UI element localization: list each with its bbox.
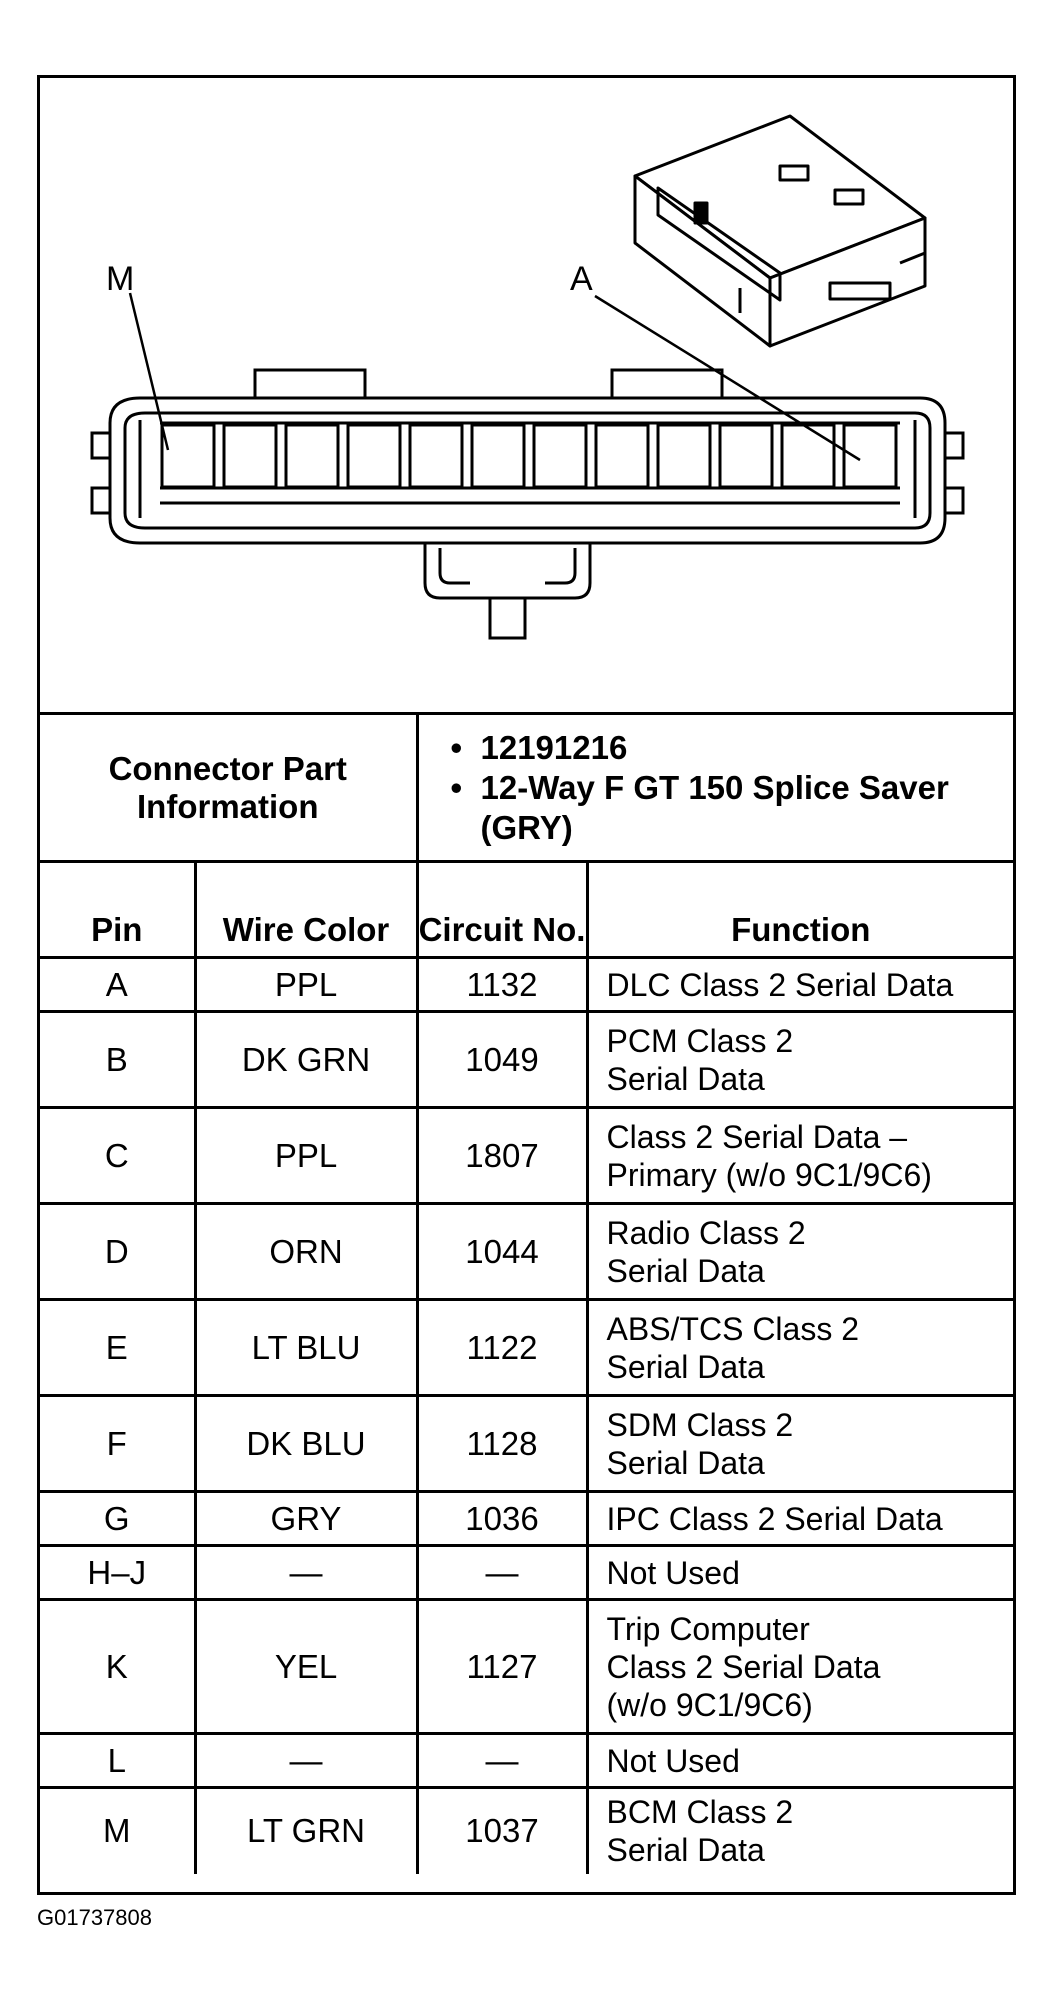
- function-cell: Not Used: [587, 1546, 1013, 1600]
- connector-end-view: [92, 370, 963, 638]
- circuit-cell: 1122: [417, 1300, 587, 1396]
- pin-cell: G: [40, 1492, 195, 1546]
- connector-part-info-label: [40, 714, 417, 862]
- connector-figure-frame: [37, 75, 1016, 1895]
- pin-m-label: M: [106, 260, 135, 298]
- pin-cell: C: [40, 1108, 195, 1204]
- table-row: [40, 1600, 1013, 1734]
- pin-cell: K: [40, 1600, 195, 1734]
- table-row: [40, 958, 1013, 1012]
- function-cell: DLC Class 2 Serial Data: [587, 958, 1013, 1012]
- figure-id: G01737808: [37, 1905, 152, 1930]
- function-cell: SDM Class 2 Serial Data: [587, 1396, 1013, 1492]
- table-row: [40, 1546, 1013, 1600]
- header-row: [40, 862, 1013, 958]
- wire-color-cell: DK BLU: [195, 1396, 417, 1492]
- connector-info-row: [40, 714, 1013, 862]
- wire-color-cell: PPL: [195, 1108, 417, 1204]
- table-row: [40, 1734, 1013, 1788]
- wire-color-cell: LT GRN: [195, 1788, 417, 1874]
- table-row: [40, 1396, 1013, 1492]
- pin-cavities: [162, 425, 896, 487]
- circuit-cell: 1044: [417, 1204, 587, 1300]
- circuit-cell: 1807: [417, 1108, 587, 1204]
- function-cell: ABS/TCS Class 2 Serial Data: [587, 1300, 1013, 1396]
- pin-cell: H–J: [40, 1546, 195, 1600]
- pin-cell: F: [40, 1396, 195, 1492]
- table-row: [40, 1788, 1013, 1874]
- wire-color-cell: LT BLU: [195, 1300, 417, 1396]
- circuit-cell: —: [417, 1734, 587, 1788]
- circuit-cell: 1132: [417, 958, 587, 1012]
- header-wire-color: Wire Color: [195, 862, 417, 958]
- table-row: [40, 1012, 1013, 1108]
- header-pin: Pin: [40, 862, 195, 958]
- pin-cell: M: [40, 1788, 195, 1874]
- circuit-cell: 1036: [417, 1492, 587, 1546]
- function-cell: Trip Computer Class 2 Serial Data (w/o 9C1/9C6): [587, 1600, 1013, 1734]
- function-cell: IPC Class 2 Serial Data: [587, 1492, 1013, 1546]
- connector-diagram: [40, 78, 1013, 712]
- pin-a-label: A: [570, 260, 593, 298]
- wire-color-cell: —: [195, 1546, 417, 1600]
- table-row: [40, 1108, 1013, 1204]
- function-cell: Radio Class 2 Serial Data: [587, 1204, 1013, 1300]
- circuit-cell: 1037: [417, 1788, 587, 1874]
- connector-3d-view: [635, 116, 925, 346]
- part-description: • 12-Way F GT 150 Splice Saver (GRY): [445, 768, 1004, 848]
- table-row: [40, 1204, 1013, 1300]
- wire-color-cell: PPL: [195, 958, 417, 1012]
- info-label-text: Connector Part Information: [108, 749, 347, 825]
- wire-color-cell: —: [195, 1734, 417, 1788]
- header-circuit: Circuit No.: [417, 862, 587, 958]
- wire-color-cell: DK GRN: [195, 1012, 417, 1108]
- connector-part-info-value: [417, 714, 1013, 862]
- function-cell: Not Used: [587, 1734, 1013, 1788]
- pin-cell: B: [40, 1012, 195, 1108]
- table-row: [40, 1300, 1013, 1396]
- function-cell: Class 2 Serial Data – Primary (w/o 9C1/9C6): [587, 1108, 1013, 1204]
- table-row: [40, 1492, 1013, 1546]
- header-function: Function: [587, 862, 1013, 958]
- part-number: • 12191216: [445, 728, 1004, 768]
- circuit-cell: 1128: [417, 1396, 587, 1492]
- connector-pinout-table: [40, 712, 1013, 1874]
- wire-color-cell: GRY: [195, 1492, 417, 1546]
- function-cell: BCM Class 2 Serial Data: [587, 1788, 1013, 1874]
- wire-color-cell: ORN: [195, 1204, 417, 1300]
- connector-end-view-illustration: [40, 78, 1013, 712]
- function-cell: PCM Class 2 Serial Data: [587, 1012, 1013, 1108]
- circuit-cell: 1127: [417, 1600, 587, 1734]
- pin-cell: E: [40, 1300, 195, 1396]
- pin-cell: L: [40, 1734, 195, 1788]
- pin-cell: A: [40, 958, 195, 1012]
- circuit-cell: 1049: [417, 1012, 587, 1108]
- wire-color-cell: YEL: [195, 1600, 417, 1734]
- pin-cell: D: [40, 1204, 195, 1300]
- circuit-cell: —: [417, 1546, 587, 1600]
